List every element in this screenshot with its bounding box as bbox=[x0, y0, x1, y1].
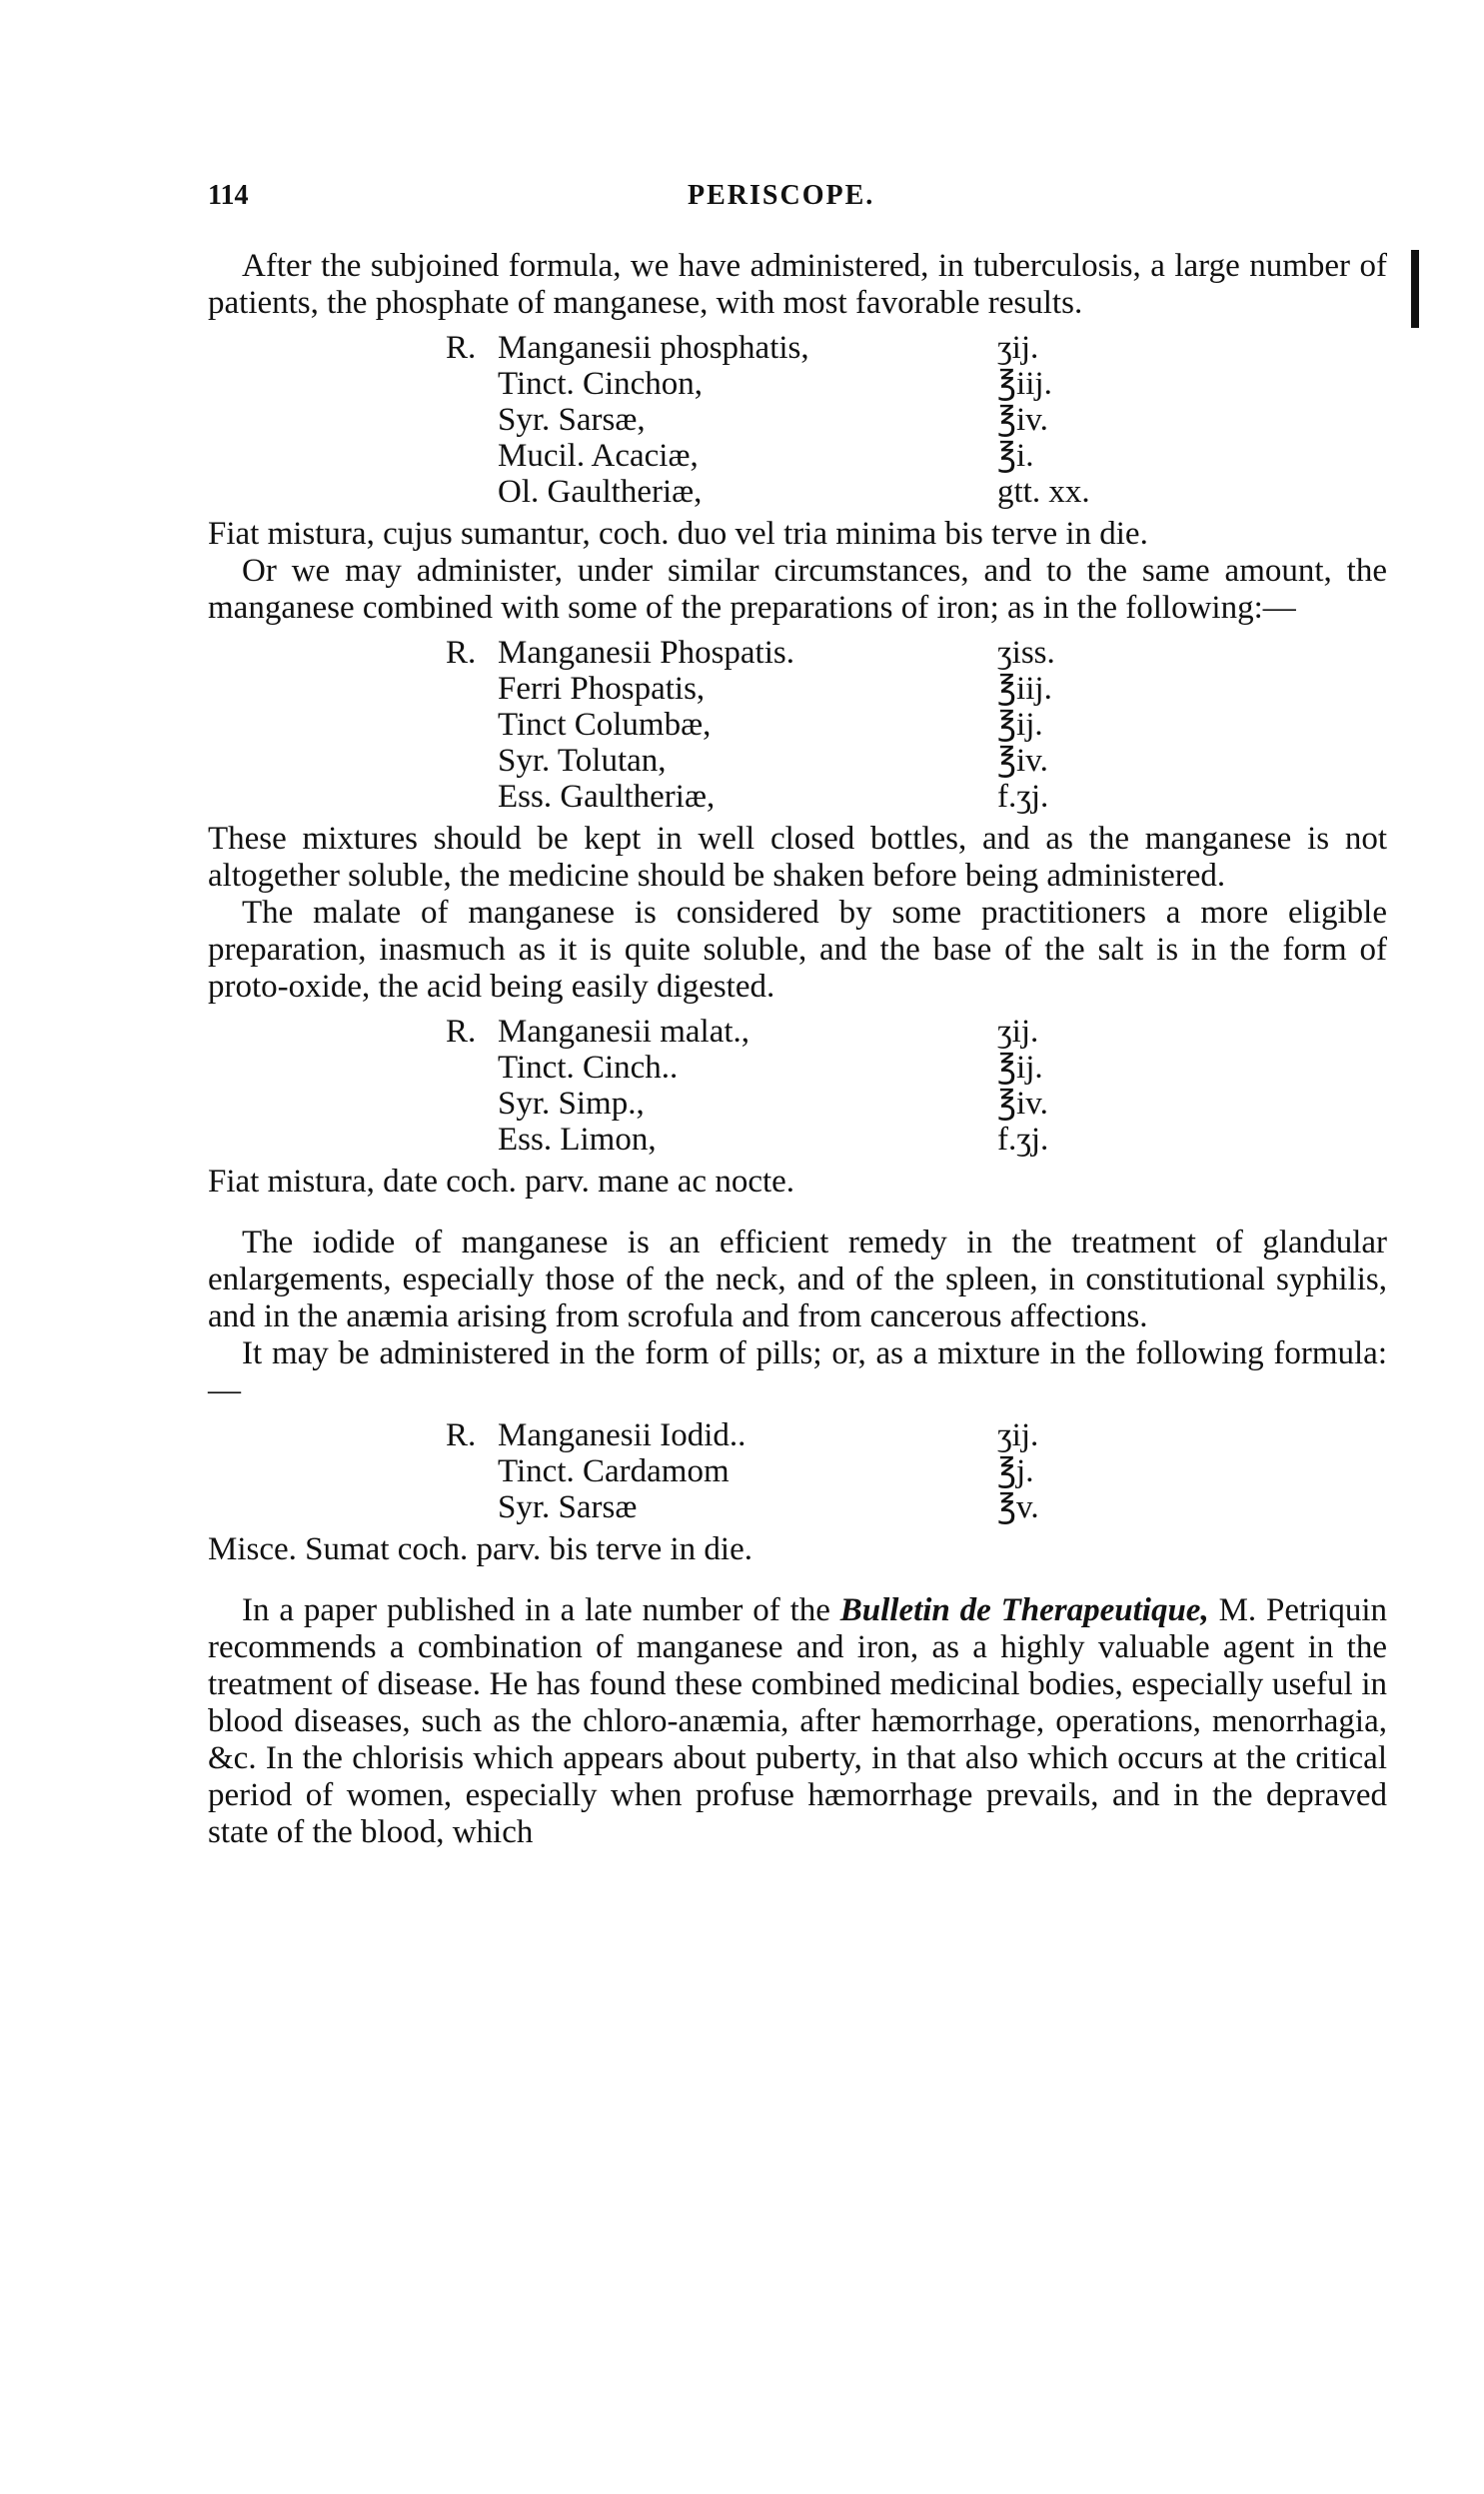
rx-ingredient: Syr. Sarsæ, bbox=[498, 402, 646, 438]
rx-row bbox=[208, 330, 1387, 366]
closing-line-4: Misce. Sumat coch. parv. bis terve in die. bbox=[208, 1531, 752, 1567]
closing-line-1: Fiat mistura, cujus sumantur, coch. duo vel tria minima bis terve in die. bbox=[208, 516, 1148, 552]
rx-quantity: ℥i. bbox=[997, 438, 1034, 474]
rx-ingredient: Manganesii phosphatis, bbox=[498, 330, 809, 366]
rx-row bbox=[208, 1014, 1387, 1050]
rx-ingredient: Ferri Phospatis, bbox=[498, 671, 706, 707]
rx-row bbox=[208, 366, 1387, 402]
rx-quantity: ℥j. bbox=[997, 1453, 1034, 1489]
rx-row bbox=[208, 474, 1387, 510]
paragraph-3: These mixtures should be kept in well closed bottles, and as the manganese is not altogether soluble, the medicine should be shaken before being administered. bbox=[208, 821, 1387, 894]
rx-row bbox=[208, 402, 1387, 438]
rx-row bbox=[208, 1417, 1387, 1453]
rx-row bbox=[208, 671, 1387, 707]
rx-ingredient: Tinct Columbæ, bbox=[498, 707, 712, 743]
rx-quantity: ʒij. bbox=[997, 330, 1039, 366]
rx-quantity: ℥ij. bbox=[997, 707, 1043, 743]
rx-quantity: ℥v. bbox=[997, 1489, 1039, 1525]
journal-title: Bulletin de Therapeutique, bbox=[839, 1592, 1209, 1628]
page-number: 114 bbox=[208, 180, 249, 211]
paragraph-6: It may be administered in the form of pills; or, as a mixture in the following formula:— bbox=[208, 1335, 1387, 1408]
rx-quantity: f.ʒj. bbox=[997, 1122, 1049, 1158]
rx-ingredient: Tinct. Cardamom bbox=[498, 1453, 730, 1489]
rx-row bbox=[208, 1050, 1387, 1086]
rx-quantity: ʒiss. bbox=[997, 635, 1055, 671]
rx-ingredient: Ess. Gaultheriæ, bbox=[498, 779, 716, 815]
rx-symbol: R. bbox=[446, 1417, 477, 1453]
rx-ingredient: Tinct. Cinchon, bbox=[498, 366, 704, 402]
rx-ingredient: Manganesii malat., bbox=[498, 1014, 750, 1050]
rx-quantity: ʒij. bbox=[997, 1014, 1039, 1050]
prescription-1 bbox=[208, 330, 1387, 510]
rx-quantity: ℥iv. bbox=[997, 743, 1048, 779]
rx-symbol: R. bbox=[446, 330, 477, 366]
rx-row bbox=[208, 743, 1387, 779]
rx-ingredient: Mucil. Acaciæ, bbox=[498, 438, 699, 474]
rx-ingredient: Ol. Gaultheriæ, bbox=[498, 474, 703, 510]
rx-row bbox=[208, 707, 1387, 743]
rx-ingredient: Ess. Limon, bbox=[498, 1122, 657, 1158]
rx-ingredient: Manganesii Phospatis. bbox=[498, 635, 794, 671]
rx-quantity: ℥iij. bbox=[997, 366, 1052, 402]
rx-quantity: ℥iij. bbox=[997, 671, 1052, 707]
prescription-3 bbox=[208, 1014, 1387, 1158]
closing-line-3: Fiat mistura, date coch. parv. mane ac nocte. bbox=[208, 1164, 795, 1200]
prescription-4 bbox=[208, 1417, 1387, 1525]
rx-row bbox=[208, 1453, 1387, 1489]
rx-quantity: ℥iv. bbox=[997, 402, 1048, 438]
rx-ingredient: Syr. Simp., bbox=[498, 1086, 645, 1122]
rx-quantity: ʒij. bbox=[997, 1417, 1039, 1453]
paragraph-7-rest: M. Petriquin recommends a combination of manganese and iron, as a highly valuable agent in the treatment of disease. He has found these combined medicinal bodies, especially useful in blood diseases, such as the chloro-anæmia, after hæmorrhage, operations, menorrhagia, &c. In the chlorisis which appears about puberty, in that also which occurs at the critical period of women, especially when profuse hæmorrhage prevails, and in the depraved state of the blood, which bbox=[208, 1592, 1387, 1850]
paragraph-2: Or we may administer, under similar circumstances, and to the same amount, the manganese combined with some of the preparations of iron; as in the following:— bbox=[208, 553, 1387, 626]
paragraph-7-start: In a paper published in a late number of the bbox=[242, 1592, 840, 1628]
rx-row bbox=[208, 635, 1387, 671]
spacer bbox=[208, 1201, 1387, 1225]
rx-row bbox=[208, 1086, 1387, 1122]
paragraph-7 bbox=[208, 1592, 1387, 1851]
rx-quantity: gtt. xx. bbox=[997, 474, 1090, 510]
page-header bbox=[208, 180, 1387, 220]
rx-ingredient: Syr. Sarsæ bbox=[498, 1489, 638, 1525]
rx-symbol: R. bbox=[446, 635, 477, 671]
running-head: PERISCOPE. bbox=[688, 180, 875, 211]
rx-row bbox=[208, 1122, 1387, 1158]
rx-ingredient: Tinct. Cinch.. bbox=[498, 1050, 679, 1086]
rx-ingredient: Syr. Tolutan, bbox=[498, 743, 667, 779]
rx-quantity: ℥ij. bbox=[997, 1050, 1043, 1086]
prescription-2 bbox=[208, 635, 1387, 815]
rx-quantity: ℥iv. bbox=[997, 1086, 1048, 1122]
rx-quantity: f.ʒj. bbox=[997, 779, 1049, 815]
paragraph-4: The malate of manganese is considered by some practitioners a more eligible preparation, inasmuch as it is quite soluble, and the base of the salt is in the form of proto-oxide, the acid being easily digested. bbox=[208, 895, 1387, 1005]
rx-row bbox=[208, 438, 1387, 474]
margin-mark bbox=[1411, 250, 1419, 328]
rx-symbol: R. bbox=[446, 1014, 477, 1050]
rx-row bbox=[208, 1489, 1387, 1525]
paragraph-1: After the subjoined formula, we have administered, in tuberculosis, a large number of patients, the phosphate of manganese, with most favorable results. bbox=[208, 248, 1387, 321]
rx-ingredient: Manganesii Iodid.. bbox=[498, 1417, 746, 1453]
paragraph-5: The iodide of manganese is an efficient remedy in the treatment of glandular enlargements, especially those of the neck, and of the spleen, in constitutional syphilis, and in the anæmia arising from scrofula and from cancerous affections. bbox=[208, 1225, 1387, 1334]
page-body bbox=[208, 248, 1387, 1851]
rx-row bbox=[208, 779, 1387, 815]
spacer bbox=[208, 1568, 1387, 1592]
